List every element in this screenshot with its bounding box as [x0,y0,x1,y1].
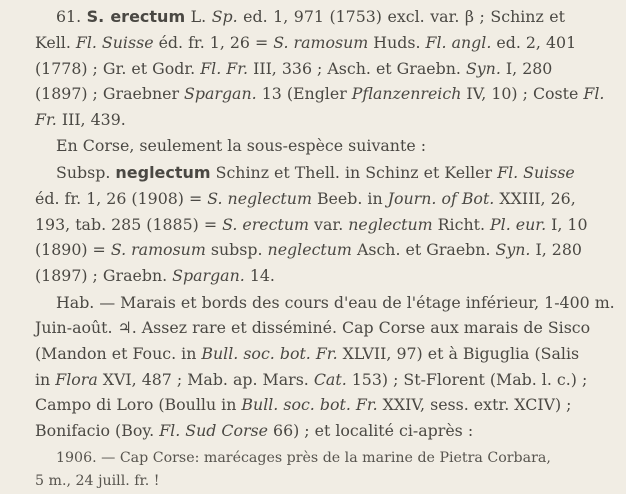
text-run: XLVII, 97) et à Biguglia (Salis [337,344,580,364]
italic-text: Cat. [313,369,347,389]
italic-text: Syn. [465,58,501,78]
italic-text: Fr. [35,110,57,130]
text-line [35,59,552,81]
italic-text: Syn. [495,240,531,260]
text-line [35,344,579,366]
text-run: 13 (Engler [256,84,352,104]
text-line [35,421,473,443]
text-run: XXIII, 26, [494,189,576,209]
italic-text: Sp. [211,7,238,26]
italic-text: Fl. angl. [425,33,492,53]
text-run: 193, tab. 285 (1885) = [35,214,223,234]
text-line [35,240,582,262]
text-run: Schinz et Thell. in Schinz et Keller [210,163,498,183]
text-line [56,448,551,470]
text-run: I, 10 [546,214,588,234]
text-run: IV, 10) ; Coste [461,84,584,104]
text-run: 5 m., 24 juill. fr. ! [35,472,160,489]
text-line [35,110,126,132]
text-line [35,370,587,392]
italic-text: S. erectum [222,214,310,234]
text-run: Hab. — Marais et bords des cours d'eau de l'étage inférieur, 1-400 m. [56,292,615,312]
italic-text: Fl. Suisse [75,33,154,53]
text-line [35,215,588,237]
text-run: 66) ; et localité ci-après : [268,420,474,440]
text-run: L. [185,7,212,26]
text-run: subsp. [205,240,268,260]
text-run: Huds. [368,33,426,53]
text-run: Kell. [35,33,76,53]
text-run: Subsp. [56,163,116,183]
text-line [35,318,590,340]
text-run: éd. fr. 1, 26 (1908) = [35,189,208,209]
italic-text: Spargan. [184,84,257,104]
text-run: (Mandon et Fouc. in [35,344,202,364]
text-run: 14. [244,265,275,285]
text-run: 1906. — Cap Corse: marécages près de la marine de Pietra Corbara, [56,449,551,466]
italic-text: Spargan. [172,265,245,285]
bold-taxon-name: neglectum [115,163,211,183]
text-run: (1897) ; Graebn. [35,265,173,285]
text-line [35,33,576,55]
text-run: En Corse, seulement la sous-espèce suivante : [56,135,427,155]
text-run: XXIV, sess. extr. XCIV) ; [377,395,572,415]
text-run: éd. fr. 1, 26 = [153,33,274,53]
text-run: (1778) ; Gr. et Godr. [35,58,201,78]
italic-text: Pflanzenreich [351,84,462,104]
text-line [35,471,159,493]
italic-text: Bull. soc. bot. Fr. [241,395,378,415]
text-line [56,163,575,185]
text-run: var. [309,214,349,234]
text-line [56,136,426,158]
text-run: Campo di Loro (Boullu in [35,395,242,415]
text-run: Richt. [432,214,491,234]
text-line [35,84,604,106]
text-run: in [35,369,56,389]
text-line [35,266,275,288]
text-run: I, 280 [530,240,582,260]
bold-taxon-name: S. erectum [86,7,186,26]
text-run: III, 336 ; Asch. et Graebn. [248,58,466,78]
italic-text: Fl. Fr. [200,58,249,78]
italic-text: S. ramosum [110,240,206,260]
text-line [35,395,571,417]
italic-text: Journ. of Bot. [387,189,495,209]
italic-text: Fl. [583,84,605,104]
text-line [56,7,565,29]
italic-text: neglectum [348,214,433,234]
text-run: I, 280 [500,58,553,78]
text-line [56,293,615,315]
italic-text: S. neglectum [207,189,312,209]
text-run: III, 439. [56,110,126,130]
italic-text: Fl. Sud Corse [159,420,268,440]
text-run: Bonifacio (Boy. [35,420,160,440]
text-line [35,189,576,211]
text-run: ed. 1, 971 (1753) excl. var. β ; Schinz et [237,7,566,26]
italic-text: Fl. Suisse [497,163,575,183]
italic-text: neglectum [267,240,352,260]
text-run: (1890) = [35,240,111,260]
text-run: 153) ; St-Florent (Mab. l. c.) ; [346,369,588,389]
text-run: Asch. et Graebn. [351,240,496,260]
text-run: ed. 2, 401 [491,33,577,53]
text-run: 61. [56,7,87,26]
text-run: XVI, 487 ; Mab. ap. Mars. [97,369,314,389]
text-run: Juin-août. ♃. Assez rare et disséminé. Cap Corse aux marais de Sisco [35,318,591,338]
italic-text: Flora [55,369,98,389]
text-run: (1897) ; Graebner [35,84,185,104]
italic-text: Pl. eur. [490,214,547,234]
italic-text: S. ramosum [273,33,369,53]
text-run: Beeb. in [311,189,388,209]
italic-text: Bull. soc. bot. Fr. [201,344,338,364]
